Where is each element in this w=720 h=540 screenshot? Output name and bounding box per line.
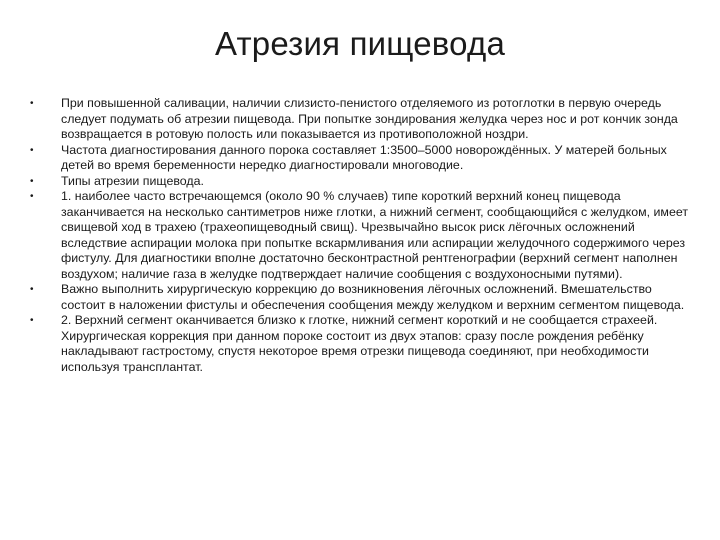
bullet-text: Частота диагностирования данного порока составляет 1:3500–5000 новорождённых. У матерей больных детей во время беременности нередко диагностировали многоводие. — [61, 142, 667, 172]
bullet-item — [30, 143, 694, 174]
bullet-text: При повышенной саливации, наличии слизисто-пенистого отделяемого из ротоглотки в первую очередь следует подумать об атрезии пищевода. При попытке зондирования желудка через нос и рот кончик зонда возвращается в ротовую полость или показывается из противоположной ноздри. — [61, 96, 678, 141]
slide-title: Атрезия пищевода — [214, 25, 506, 62]
bullet-text: Важно выполнить хирургическую коррекцию до возникновения лёгочных осложнений. Вмешательство состоит в наложении фистулы и обеспечения сообщения между желудком и верхним сегментом пищевода. — [61, 282, 685, 312]
bullet-icon: • — [30, 144, 34, 156]
bullet-icon: • — [30, 191, 34, 202]
bullet-icon: • — [30, 315, 34, 326]
bullet-icon: • — [30, 175, 34, 187]
bullet-text: 1. наиболее часто встречающемся (около 90 % случаев) типе короткий верхний конец пищевода заканчивается на несколько сантиметров ниже глотки, а нижний сегмент, сообщающийся с желудком, имеет свищевой ход в трахею (трахеопищеводный свищ). Чрезвычайно высок риск лёгочных осложнений вследствие аспирации молока при попытке вскармливания или аспирации желудочного содержимого через фистулу. Для диагностики вполне достаточно бесконтрастной рентгенографии (верхний сегмент наполнен воздухом; наличие газа в желудке подтверждает наличие сообщения с воздухоносными путями). — [61, 189, 688, 281]
bullet-icon: • — [30, 284, 34, 295]
bullet-text: 2. Верхний сегмент оканчивается близко к глотке, нижний сегмент короткий и не сообщается страхеей. Хирургическая коррекция при данном пороке состоит из двух этапов: сразу после рождения ребёнку накладывают гастростому, спустя некоторое время отрезки пищевода соединяют, при необходимости используя трансплантат. — [61, 313, 658, 374]
bullet-item — [30, 282, 694, 313]
bullet-text: Типы атрезии пищевода. — [61, 173, 204, 188]
bullet-item — [30, 313, 694, 375]
bullet-list — [30, 96, 694, 375]
bullet-item — [30, 174, 694, 190]
bullet-item — [30, 189, 694, 282]
bullet-icon: • — [30, 98, 34, 109]
bullet-item — [30, 96, 694, 143]
